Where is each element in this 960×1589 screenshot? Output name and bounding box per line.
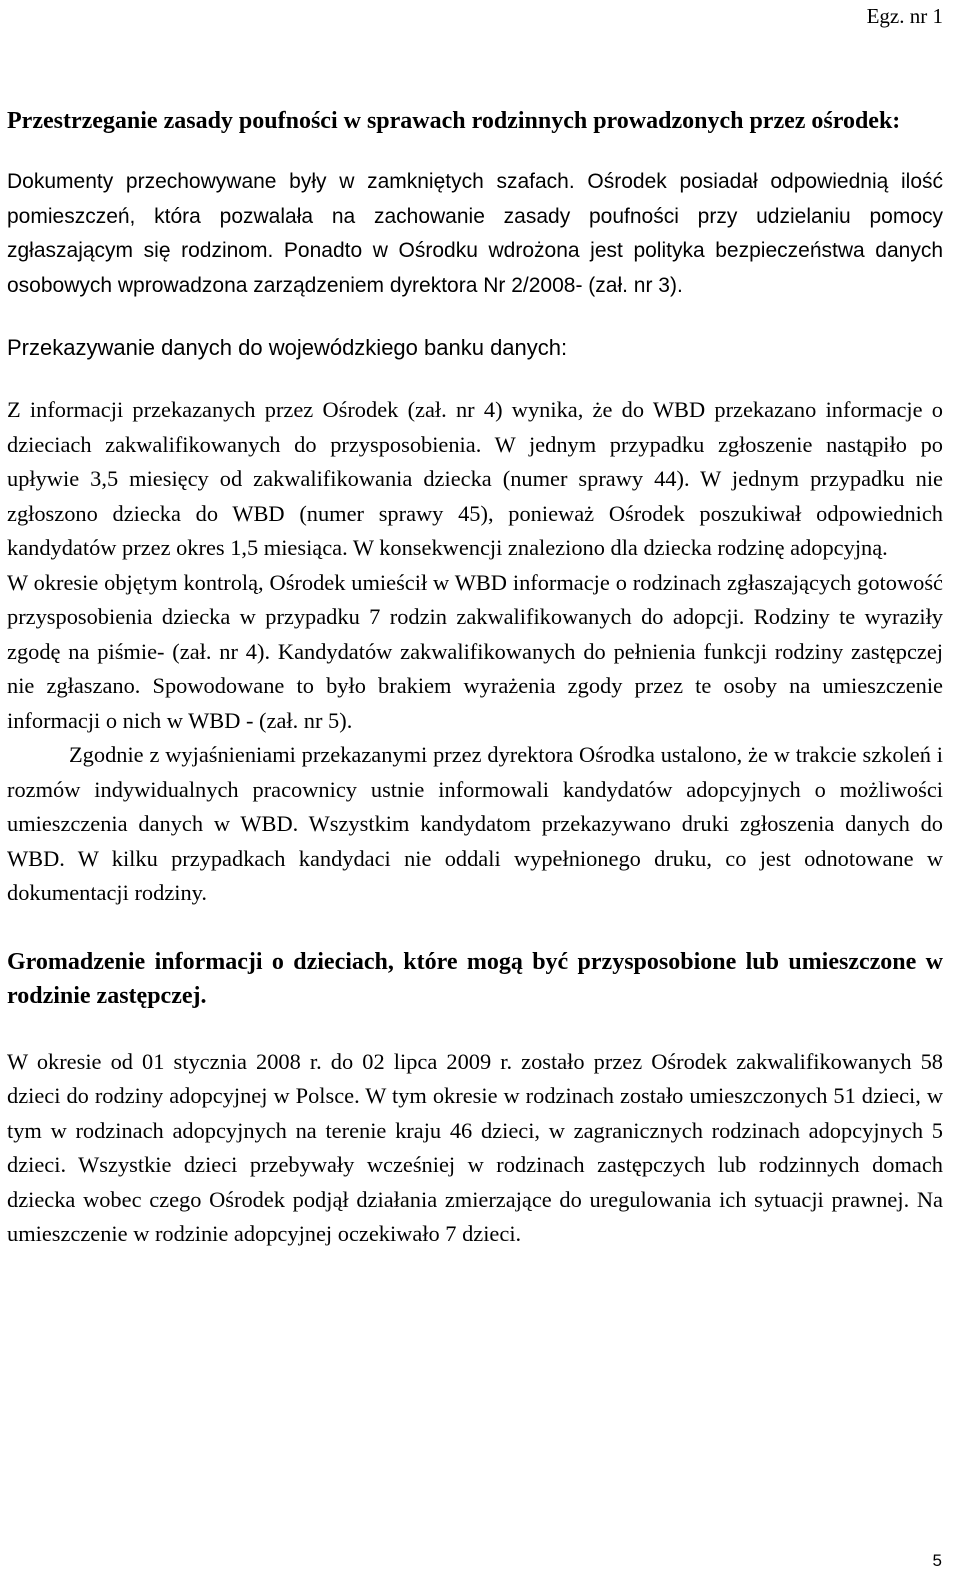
section-heading-children-info: Gromadzenie informacji o dzieciach, które mogą być przysposobione lub umieszczone w rodzinie zastępczej. [7, 948, 943, 1009]
paragraph-confidentiality: Dokumenty przechowywane były w zamkniętych szafach. Ośrodek posiadał odpowiednią ilość pomieszczeń, która pozwalała na zachowanie zasady poufności przy udzielaniu pomocy zgłaszającym się rodzinom. Ponadto w Ośrodku wdrożona jest polityka bezpieczeństwa danych osobowych wprowadzona zarządzeniem dyrektora Nr 2/2008- (zał. nr 3). [7, 170, 943, 297]
copy-number: Egz. nr 1 [866, 4, 943, 28]
document-body [7, 0, 943, 1252]
paragraph-children-info: W okresie od 01 stycznia 2008 r. do 02 lipca 2009 r. zostało przez Ośrodek zakwalifikowanych 58 dzieci do rodziny adopcyjnej w Polsce. W tym okresie w rodzinach zostało umieszczonych 51 dzieci, w tym w rodzinach adopcyjnych na terenie kraju 46 dzieci, w zagranicznych rodzinach adopcyjnych 5 dzieci. Wszystkie dzieci przebywały wcześniej w rodzinach zastępczych lub rodzinnych domach dziecka wobec czego Ośrodek podjął działania zmierzające do uregulowania ich sytuacji prawnej. Na umieszczenie w rodzinie adopcyjnej oczekiwało 7 dzieci. [7, 1048, 943, 1246]
paragraph-data-transfer-2: W okresie objętym kontrolą, Ośrodek umieścił w WBD informacje o rodzinach zgłaszających gotowość przysposobienia dziecka w przypadku 7 rodzin zakwalifikowanych do adopcji. Rodziny te wyraziły zgodę na piśmie- (zał. nr 4). Kandydatów zakwalifikowanych do pełnienia funkcji rodziny zastępczej nie zgłaszano. Spowodowane to było brakiem wyrażenia zgody przez te osoby na umieszczenie informacji o nich w WBD - (zał. nr 5). [7, 569, 943, 733]
paragraph-data-transfer-1: Z informacji przekazanych przez Ośrodek (zał. nr 4) wynika, że do WBD przekazano informacje o dzieciach zakwalifikowanych do przysposobienia. W jednym przypadku zgłoszenie nastąpiło po upływie 3,5 miesięcy od zakwalifikowania dziecka (numer sprawy 44). W jednym przypadku nie zgłoszono dziecka do WBD (numer sprawy 45), ponieważ Ośrodek poszukiwał odpowiednich kandydatów przez okres 1,5 miesiąca. W konsekwencji znaleziono dla dziecka rodzinę adopcyjną. [7, 397, 943, 560]
section-heading-data-transfer: Przekazywanie danych do wojewódzkiego banku danych: [7, 335, 568, 360]
page-number: 5 [932, 1551, 942, 1570]
section-heading-confidentiality: Przestrzeganie zasady poufności w sprawach rodzinnych prowadzonych przez ośrodek: [7, 108, 901, 134]
paragraph-data-transfer-3: Zgodnie z wyjaśnieniami przekazanymi przez dyrektora Ośrodka ustalono, że w trakcie szkoleń i rozmów indywidualnych pracownicy ustnie informowali kandydatów adopcyjnych o możliwości umieszczenia danych w WBD. Wszystkim kandydatom przekazywano druki zgłoszenia danych do WBD. W kilku przypadkach kandydaci nie oddali wypełnionego druku, co jest odnotowane w dokumentacji rodziny. [7, 742, 943, 905]
